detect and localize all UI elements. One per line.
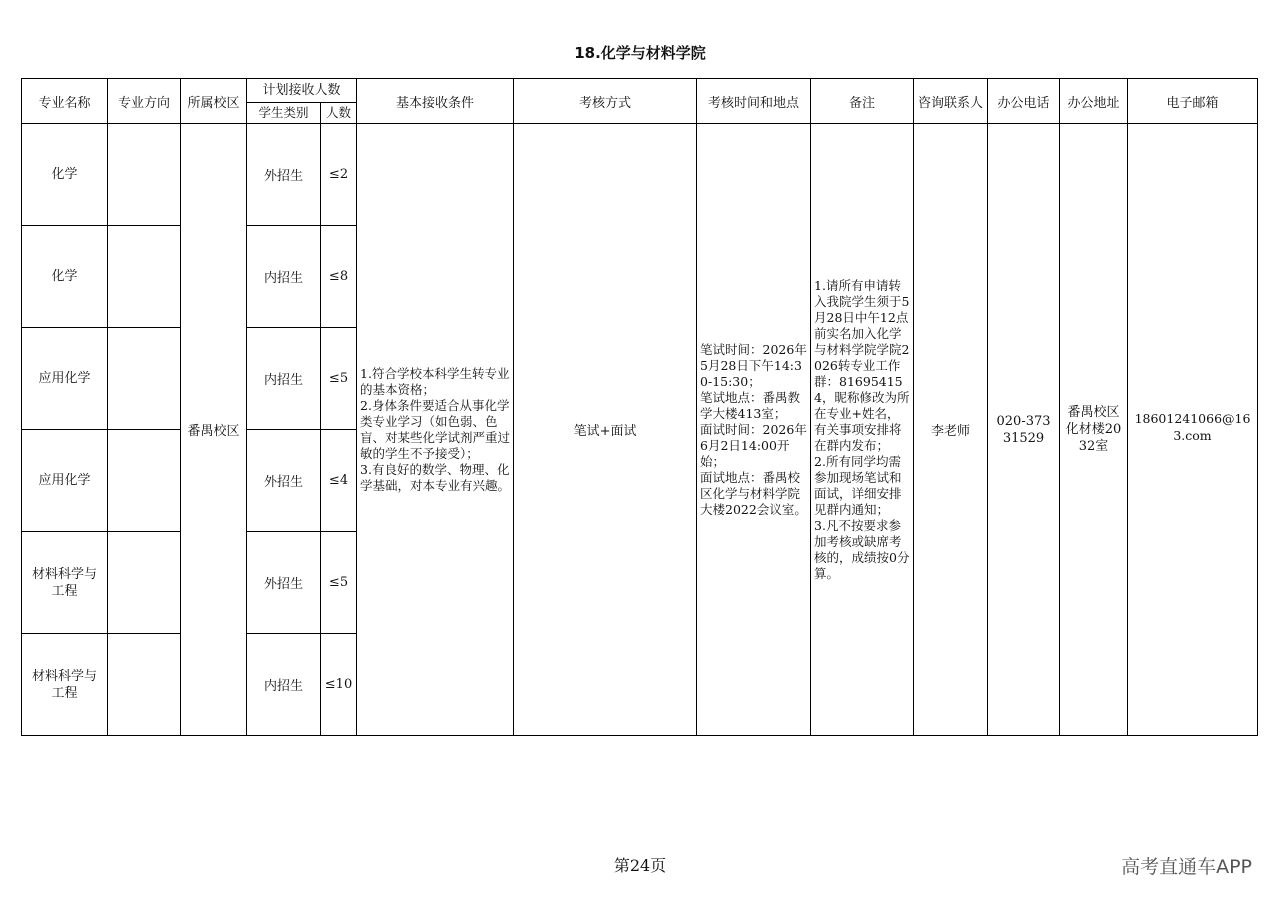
major-cell: 化学 bbox=[22, 226, 108, 328]
header-phone: 办公电话 bbox=[988, 79, 1060, 124]
campus-cell: 番禺校区 bbox=[181, 124, 247, 736]
direction-cell bbox=[108, 124, 181, 226]
direction-cell bbox=[108, 532, 181, 634]
student-type-cell: 外招生 bbox=[247, 430, 321, 532]
header-exam-method: 考核方式 bbox=[514, 79, 697, 124]
header-conditions: 基本接收条件 bbox=[357, 79, 514, 124]
major-cell: 应用化学 bbox=[22, 430, 108, 532]
major-cell: 材料科学与工程 bbox=[22, 532, 108, 634]
direction-cell bbox=[108, 430, 181, 532]
count-cell: ≤2 bbox=[321, 124, 357, 226]
major-cell: 应用化学 bbox=[22, 328, 108, 430]
header-student-type: 学生类别 bbox=[247, 102, 321, 123]
conditions-cell: 1.符合学校本科学生转专业的基本资格； 2.身体条件要适合从事化学类专业学习（如色弱、色盲、对某些化学试剂严重过敏的学生不予接受）； 3.有良好的数学、物理、化学基础，对本专业有兴趣。 bbox=[357, 124, 514, 736]
student-type-cell: 内招生 bbox=[247, 328, 321, 430]
exam-time-place-cell: 笔试时间：2026年5月28日下午14:30-15:30； 笔试地点：番禺教学大楼413室； 面试时间：2026年6月2日14:00开始； 面试地点：番禺校区化学与材料学院大楼2022会议室。 bbox=[697, 124, 811, 736]
brand-watermark: 高考直通车APP bbox=[1121, 856, 1252, 878]
count-cell: ≤4 bbox=[321, 430, 357, 532]
header-exam-time-place: 考核时间和地点 bbox=[697, 79, 811, 124]
exam-method-cell: 笔试+面试 bbox=[514, 124, 697, 736]
count-cell: ≤10 bbox=[321, 634, 357, 736]
header-contact: 咨询联系人 bbox=[914, 79, 988, 124]
remarks-cell: 1.请所有申请转入我院学生须于5月28日中午12点前实名加入化学与材料学院学院2026转专业工作群：816954154，昵称修改为所在专业+姓名，有关事项安排将在群内发布； 2.所有同学均需参加现场笔试和面试，详细安排见群内通知； 3.凡不按要求参加考核或缺席考核的，成绩按0分算。 bbox=[811, 124, 914, 736]
header-major: 专业名称 bbox=[22, 79, 108, 124]
email-cell: 18601241066@163.com bbox=[1128, 124, 1258, 736]
student-type-cell: 内招生 bbox=[247, 226, 321, 328]
page-title: 18.化学与材料学院 bbox=[574, 44, 706, 62]
student-type-cell: 内招生 bbox=[247, 634, 321, 736]
direction-cell bbox=[108, 634, 181, 736]
admission-table bbox=[21, 78, 1258, 736]
count-cell: ≤5 bbox=[321, 328, 357, 430]
header-plan: 计划接收人数 bbox=[247, 79, 357, 103]
direction-cell bbox=[108, 328, 181, 430]
student-type-cell: 外招生 bbox=[247, 532, 321, 634]
header-remarks: 备注 bbox=[811, 79, 914, 124]
table-row bbox=[22, 124, 1258, 226]
major-cell: 材料科学与工程 bbox=[22, 634, 108, 736]
phone-cell: 020-37331529 bbox=[988, 124, 1060, 736]
page-number: 第24页 bbox=[613, 856, 667, 875]
header-direction: 专业方向 bbox=[108, 79, 181, 124]
contact-cell: 李老师 bbox=[914, 124, 988, 736]
header-address: 办公地址 bbox=[1060, 79, 1128, 124]
student-type-cell: 外招生 bbox=[247, 124, 321, 226]
header-campus: 所属校区 bbox=[181, 79, 247, 124]
header-count: 人数 bbox=[321, 102, 357, 123]
major-cell: 化学 bbox=[22, 124, 108, 226]
count-cell: ≤8 bbox=[321, 226, 357, 328]
header-email: 电子邮箱 bbox=[1128, 79, 1258, 124]
direction-cell bbox=[108, 226, 181, 328]
count-cell: ≤5 bbox=[321, 532, 357, 634]
address-cell: 番禺校区化材楼2032室 bbox=[1060, 124, 1128, 736]
